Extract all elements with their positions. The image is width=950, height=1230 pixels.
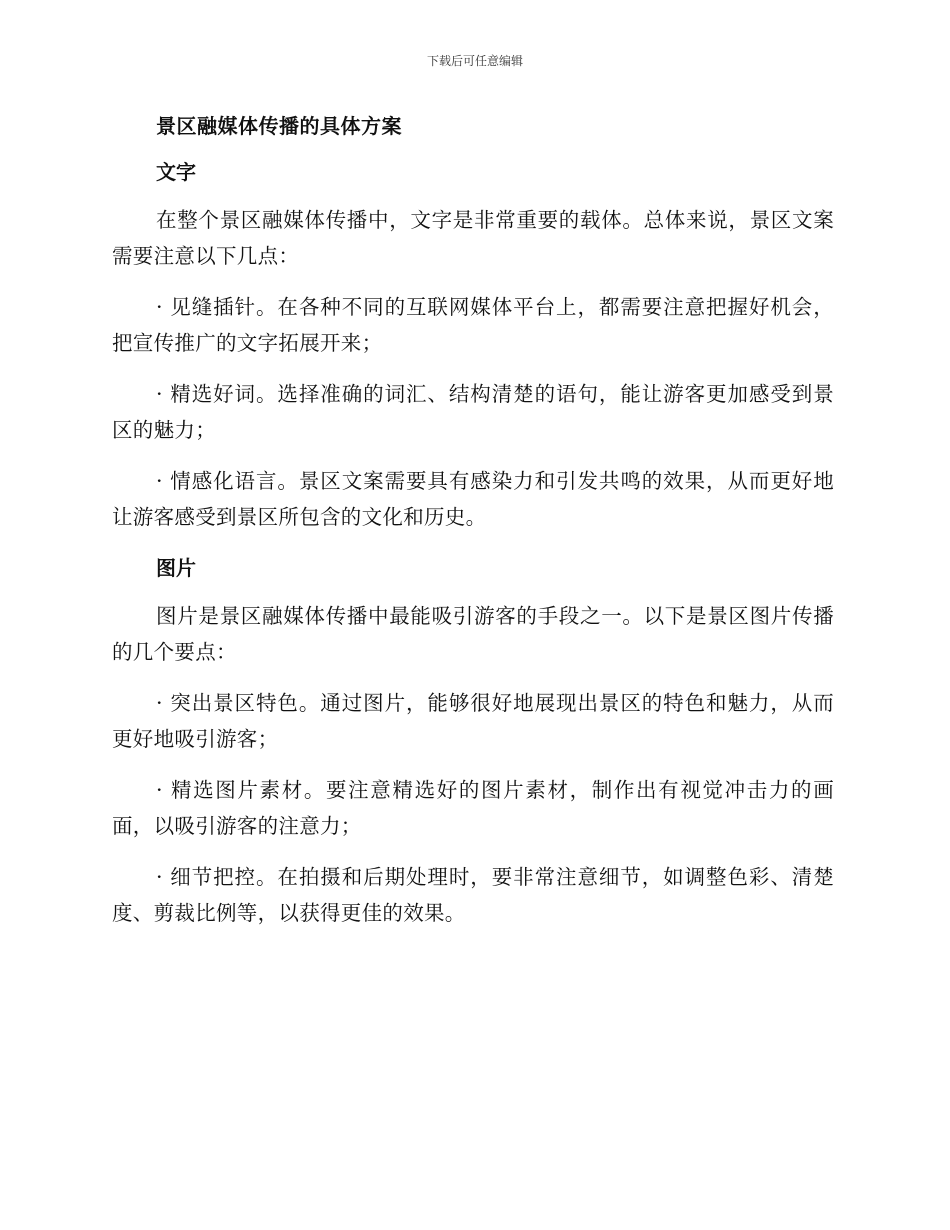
bullet-point: · 细节把控。在拍摄和后期处理时，要非常注意细节，如调整色彩、清楚度、剪裁比例等，以获得更佳的效果。 xyxy=(112,865,834,925)
section-heading: 图片 xyxy=(156,556,196,580)
section-text xyxy=(112,154,834,535)
bullet-point: · 突出景区特色。通过图片，能够很好地展现出景区的特色和魅力，从而更好地吸引游客； xyxy=(112,691,834,751)
section-heading: 文字 xyxy=(156,160,196,184)
section-intro: 图片是景区融媒体传播中最能吸引游客的手段之一。以下是景区图片传播的几个要点： xyxy=(112,604,834,664)
section-intro: 在整个景区融媒体传播中，文字是非常重要的载体。总体来说，景区文案需要注意以下几点： xyxy=(112,208,834,268)
bullet-point: · 情感化语言。景区文案需要具有感染力和引发共鸣的效果，从而更好地让游客感受到景区所包含的文化和历史。 xyxy=(112,469,834,529)
page-header: 下载后可任意编辑 xyxy=(426,54,523,68)
bullet-point: · 精选图片素材。要注意精选好的图片素材，制作出有视觉冲击力的画面，以吸引游客的注意力； xyxy=(112,778,834,838)
section-images xyxy=(112,550,834,931)
document-title: 景区融媒体传播的具体方案 xyxy=(156,114,402,138)
bullet-point: · 见缝插针。在各种不同的互联网媒体平台上，都需要注意把握好机会，把宣传推广的文字拓展开来； xyxy=(112,295,834,355)
bullet-point: · 精选好词。选择准确的词汇、结构清楚的语句，能让游客更加感受到景区的魅力； xyxy=(112,382,834,442)
document-body xyxy=(112,108,834,946)
